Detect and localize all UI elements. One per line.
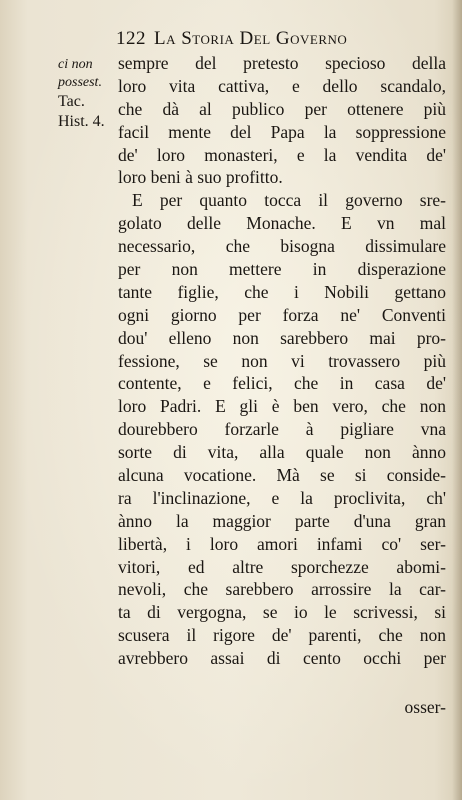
text-line: nevoli, che sarebbero arrossire la car- xyxy=(118,579,446,600)
text-line: loro beni à suo profitto. xyxy=(118,167,283,188)
text-line: ra l'inclinazione, e la proclivita, ch' xyxy=(118,487,446,508)
text-line: dourebbero forzarle à pigliare vna xyxy=(118,419,446,440)
text-line: che dà al publico per ottenere più xyxy=(118,98,446,119)
text-line: necessario, che bisogna dissimulare xyxy=(118,236,446,257)
text-line: alcuna vocatione. Mà se si conside- xyxy=(118,465,446,486)
text-line: sorte di vita, alla quale non ànno xyxy=(118,442,446,463)
running-head xyxy=(116,28,446,50)
margin-note-line: Tac. xyxy=(58,93,85,110)
text-line: de' loro monasteri, e la vendita de' xyxy=(118,144,446,165)
text-line: contente, e felici, che in casa de' xyxy=(118,373,446,394)
text-line: loro vita cattiva, e dello scandalo, xyxy=(118,75,446,96)
margin-note-line: Hist. 4. xyxy=(58,113,105,130)
page-edge-shadow xyxy=(452,0,462,800)
margin-note-line: ci non xyxy=(58,57,93,72)
text-line: fessione, se non vi trovassero più xyxy=(118,350,446,371)
body-text xyxy=(118,52,446,670)
text-line: vitori, ed altre sporchezze abomi- xyxy=(118,556,446,577)
text-line: facil mente del Papa la soppressione xyxy=(118,121,446,142)
running-title: La Storia Del Governo xyxy=(154,28,348,49)
catchword: osser- xyxy=(404,697,446,717)
text-line: per non mettere in disperazione xyxy=(118,259,446,280)
text-line: loro Padri. E gli è ben vero, che non xyxy=(118,396,446,417)
text-line: sempre del pretesto specioso della xyxy=(118,53,446,73)
text-line: E per quanto tocca il governo sre- xyxy=(132,190,446,211)
text-line: ànno la maggior parte d'una gran xyxy=(118,510,446,531)
text-line: ta di vergogna, se io le scrivessi, si xyxy=(118,602,446,623)
text-line: golato delle Monache. E vn mal xyxy=(118,213,446,234)
text-line: scusera il rigore de' parenti, che non xyxy=(118,625,446,646)
text-line: avrebbero assai di cento occhi per xyxy=(118,648,446,669)
text-line: ogni giorno per forza ne' Conventi xyxy=(118,304,446,325)
margin-note-line: possest. xyxy=(58,75,102,90)
page-number: 122 xyxy=(116,28,146,49)
text-line: dou' elleno non sarebbero mai pro- xyxy=(118,327,446,348)
text-line: tante figlie, che i Nobili gettano xyxy=(118,281,446,302)
text-line: libertà, i loro amori infami co' ser- xyxy=(118,533,446,554)
